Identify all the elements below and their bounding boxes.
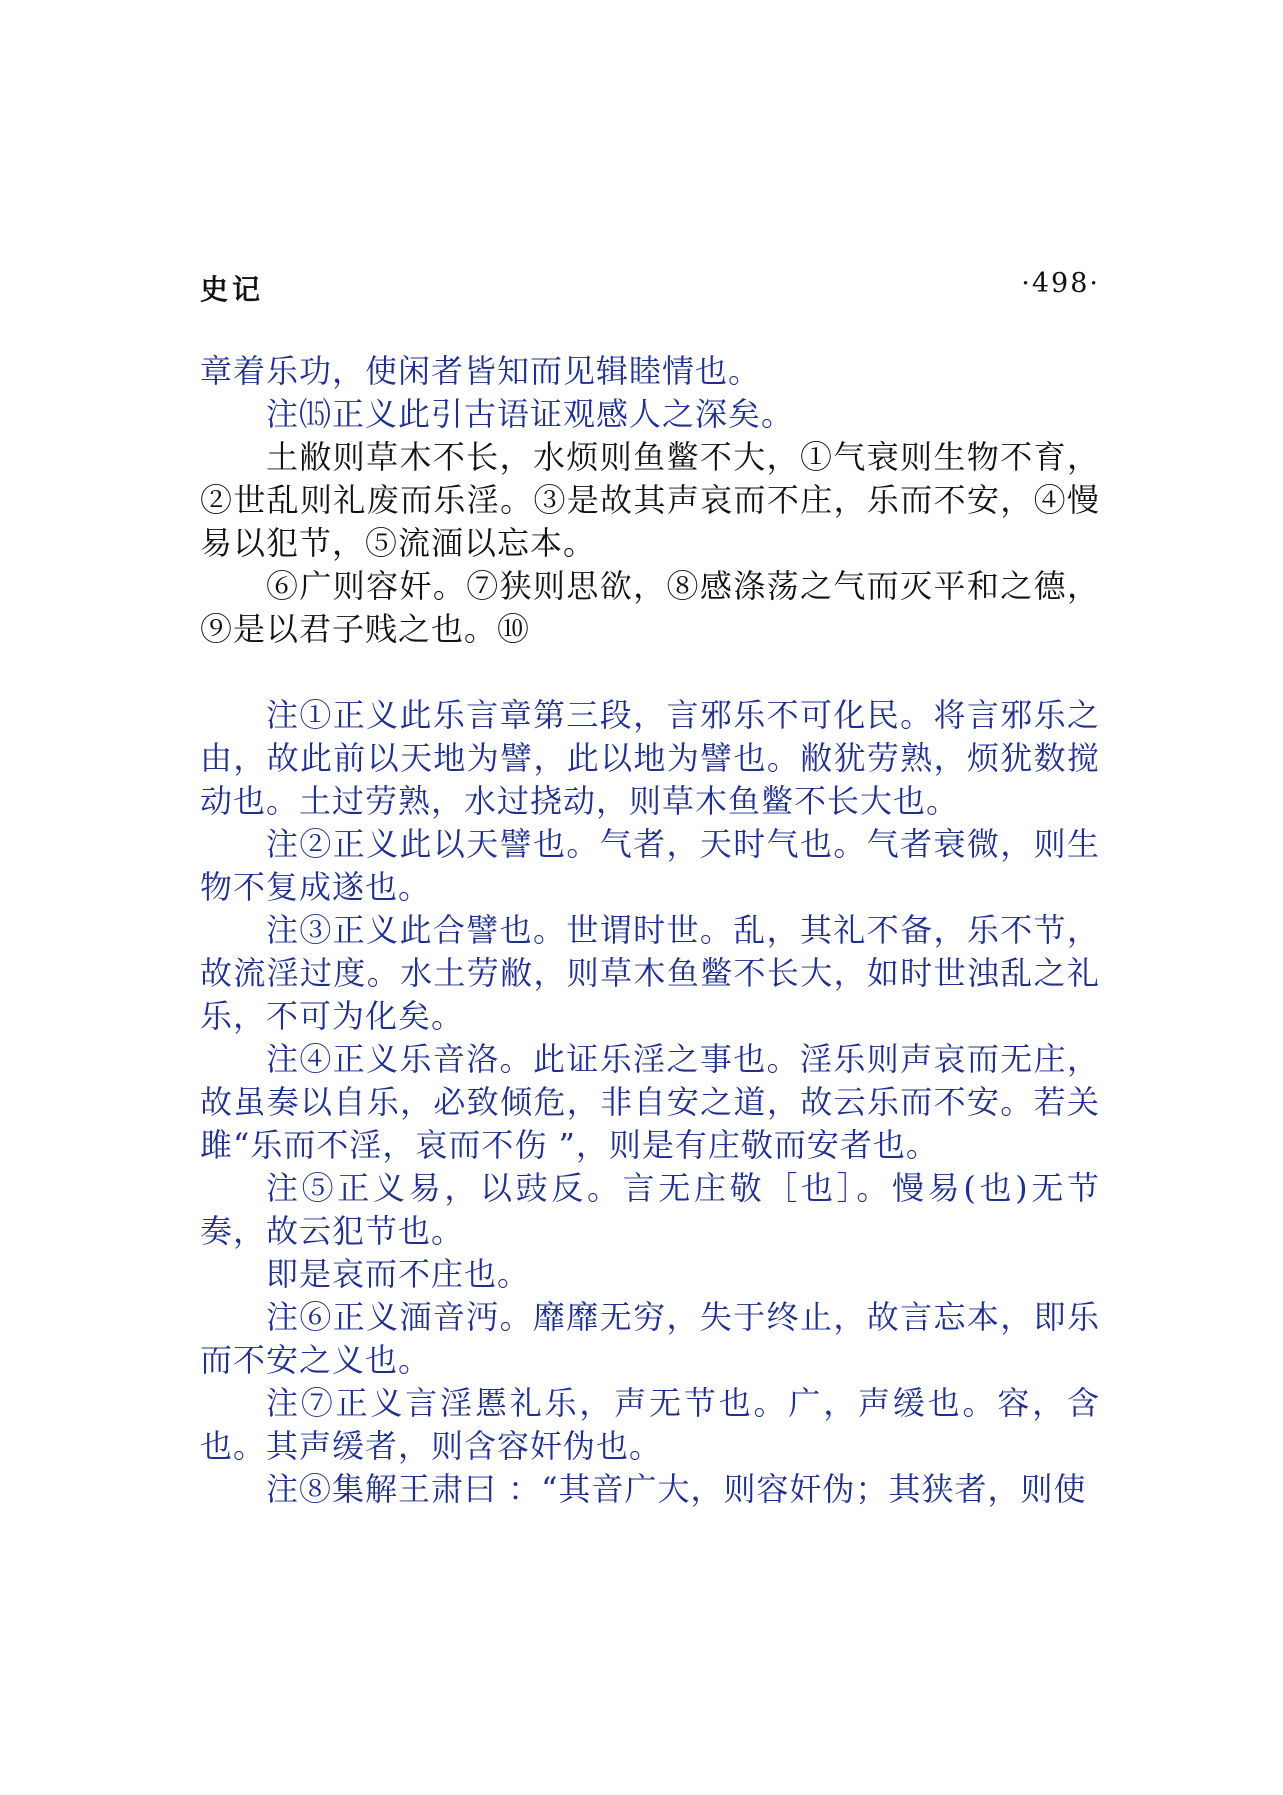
annotation-paragraph: 注⑤正义易，以豉反。言无庄敬［也］。慢易(也)无节奏，故云犯节也。 [200,1169,1100,1250]
annotation-paragraph: 注⑥正义湎音沔。靡靡无穷，失于终止，故言忘本，即乐而不安之义也。 [200,1298,1100,1379]
annotation-paragraph: 注③正义此合譬也。世谓时世。乱，其礼不备，乐不节，故流淫过度。水土劳敝，则草木鱼鳖不长大，如时世浊乱之礼乐，不可为化矣。 [200,911,1100,1035]
annotation-paragraph: 注⒂正义此引古语证观感人之深矣。 [266,395,795,433]
paragraph-gap [200,651,1100,694]
annotation-paragraph: 注④正义乐音洛。此证乐淫之事也。淫乐则声哀而无庄，故虽奏以自乐，必致倾危，非自安之道，故云乐而不安。若关雎“乐而不淫，哀而不伤 ”，则是有庄敬而安者也。 [200,1040,1100,1164]
annotation-paragraph: 注⑦正义言淫慝礼乐，声无节也。广，声缓也。容，含也。其声缓者，则含容奸伪也。 [200,1384,1100,1465]
main-text-paragraph: 土敝则草木不长，水烦则鱼鳖不大，①气衰则生物不育，②世乱则礼废而乐淫。③是故其声哀而不庄，乐而不安，④慢易以犯节，⑤流湎以忘本。 [200,438,1100,562]
text-paragraph: 章着乐功，使闲者皆知而见辑睦情也。 [200,352,762,390]
annotation-paragraph: 即是哀而不庄也。 [266,1255,531,1293]
annotation-paragraph: 注①正义此乐言章第三段，言邪乐不可化民。将言邪乐之由，故此前以天地为譬，此以地为譬也。敝犹劳熟，烦犹数搅动也。土过劳熟，水过挠动，则草木鱼鳖不长大也。 [200,696,1100,820]
annotation-paragraph: 注⑧集解王肃曰 ：“其音广大，则容奸伪；其狭者，则使 [266,1470,1087,1508]
page-body [200,350,1100,1511]
page-number: ·498· [1021,268,1100,299]
main-text-paragraph: ⑥广则容奸。⑦狭则思欲，⑧感涤荡之气而灭平和之德，⑨是以君子贱之也。⑩ [200,567,1100,648]
annotation-paragraph: 注②正义此以天譬也。气者，天时气也。气者衰微，则生物不复成遂也。 [200,825,1100,906]
book-title: 史记 [200,273,265,306]
page-header [200,268,1100,308]
